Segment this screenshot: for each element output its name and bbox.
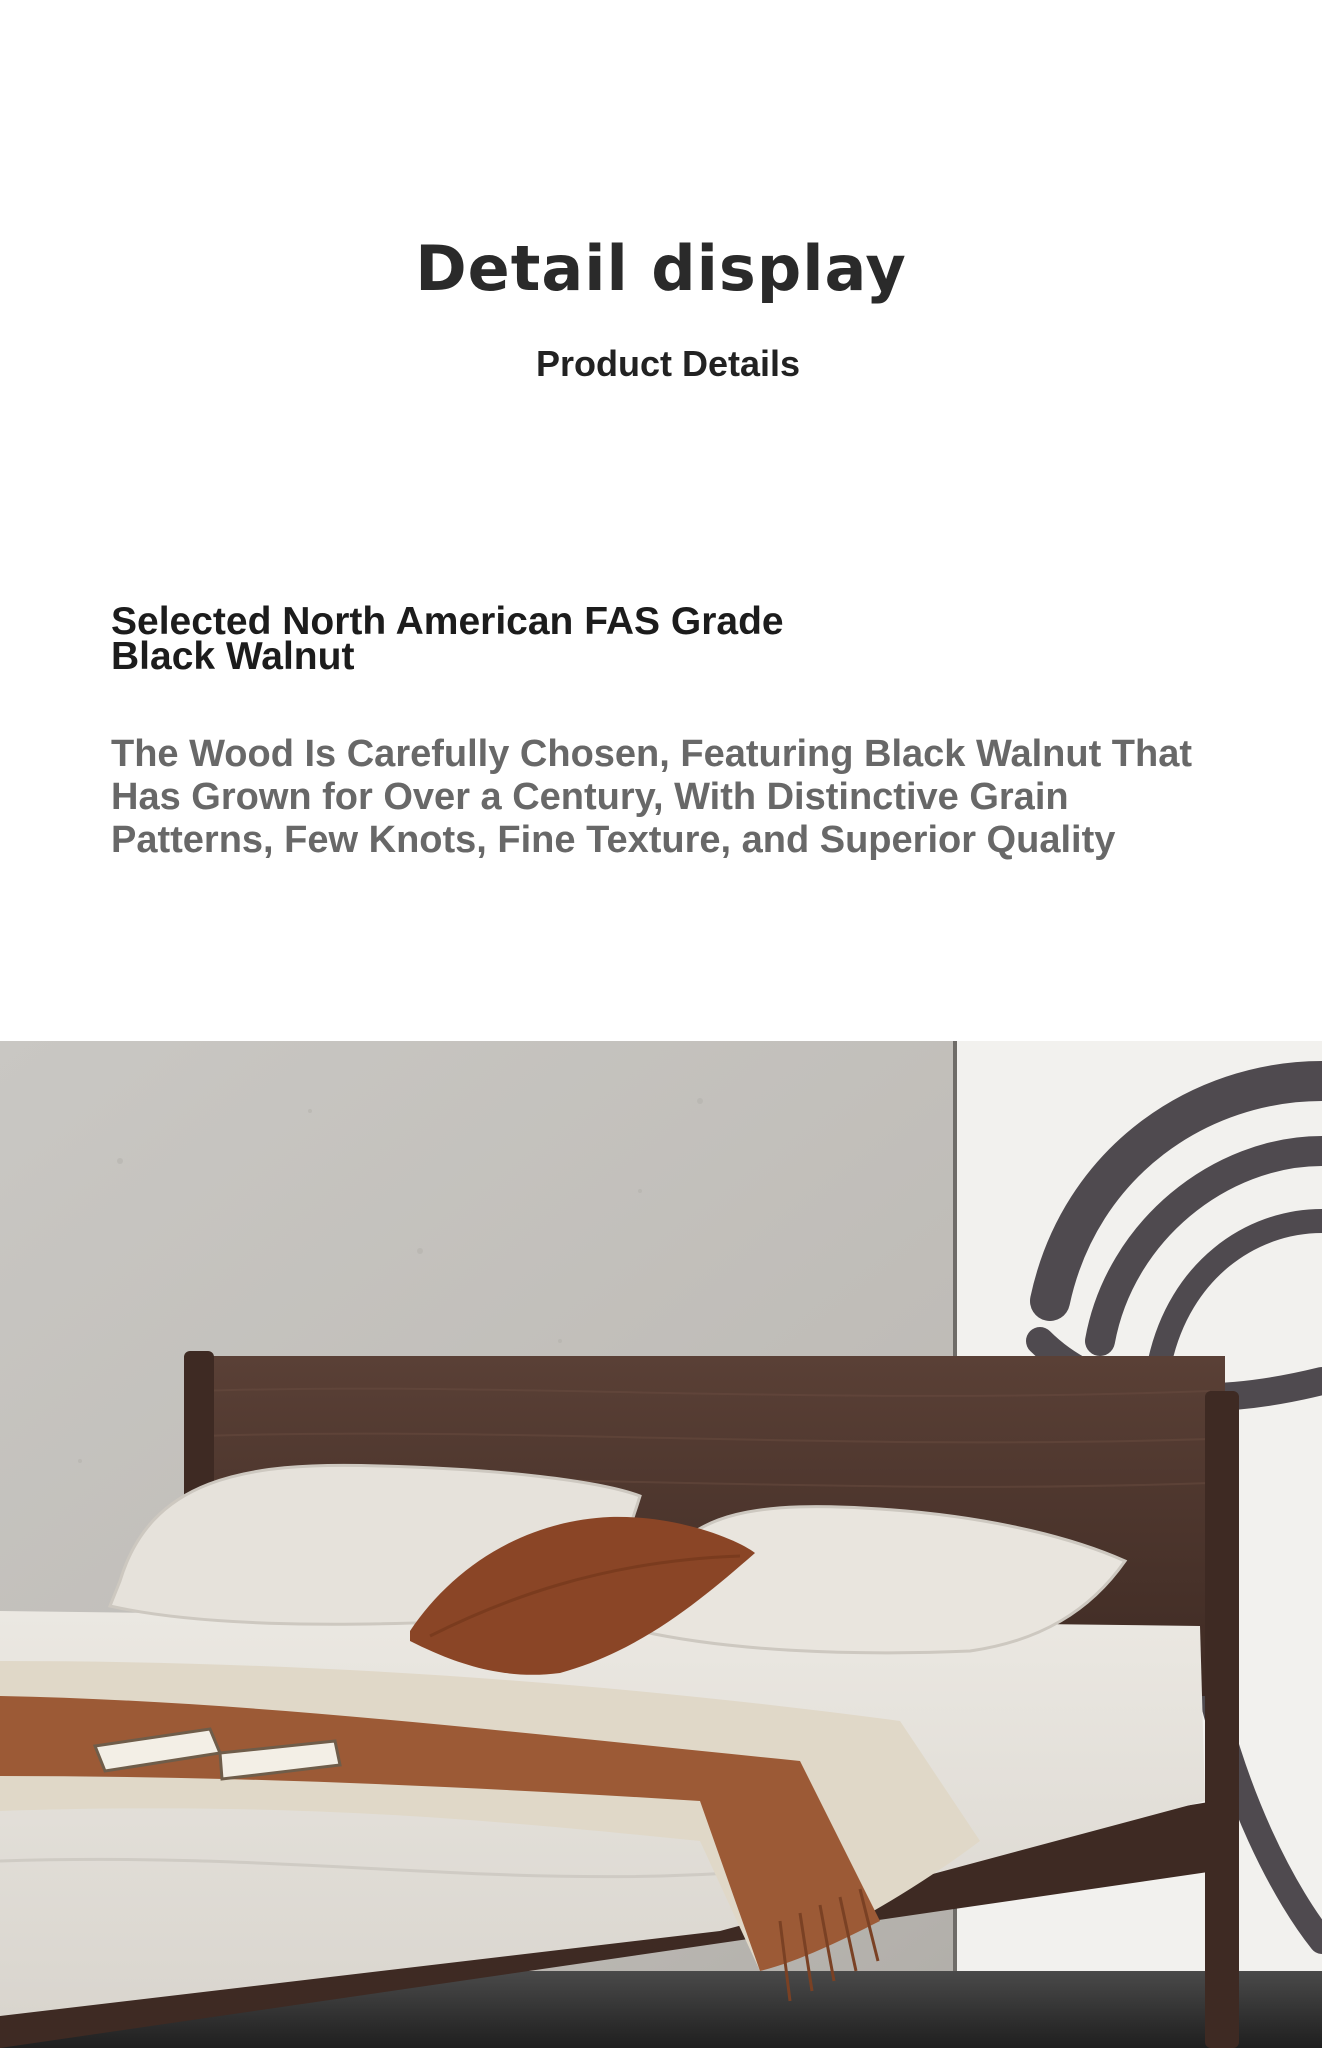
feature-description: The Wood Is Carefully Chosen, Featuring Black Walnut That Has Grown for Over a Century, With Distinctive Grain Patterns, Few Knots, Fine Texture, and Superior Quality: [111, 733, 1192, 861]
feature-heading: Selected North American FAS Grade Black Walnut: [111, 600, 784, 678]
product-photo: [0, 1041, 1322, 2048]
walnut-bed-illustration: [0, 1041, 1322, 2048]
page-title: Detail display: [415, 232, 907, 305]
page-subtitle: Product Details: [535, 343, 801, 384]
